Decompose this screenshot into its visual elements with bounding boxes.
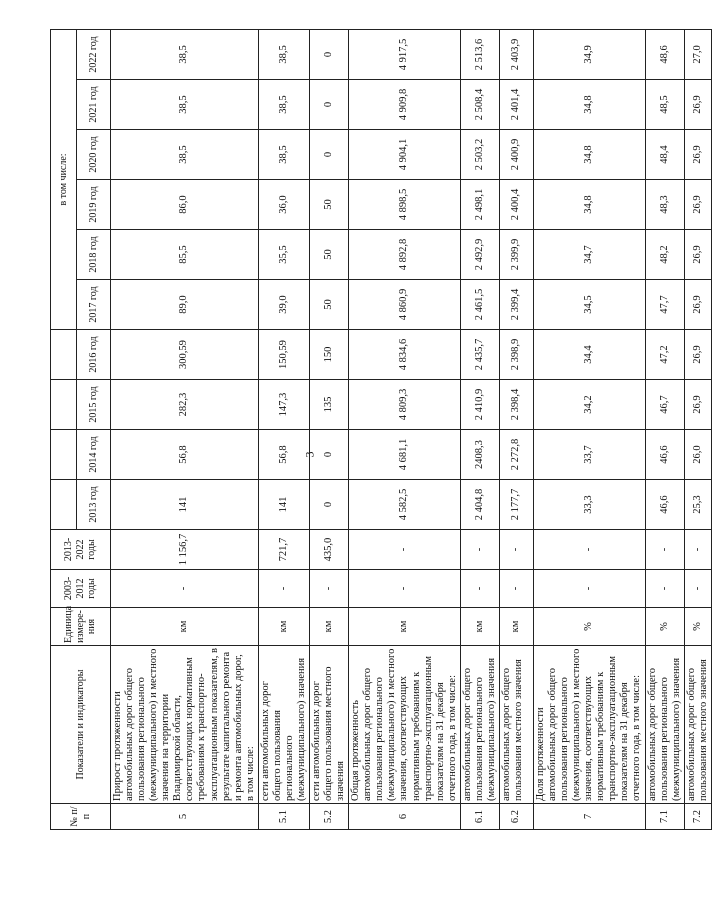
row-number: 6.2 [499, 804, 533, 830]
header-year: 2013 год [77, 480, 111, 530]
year-value-cell: 27,0 [684, 29, 711, 79]
year-value-cell: 86,0 [111, 180, 259, 230]
page-number: 3 [302, 451, 317, 458]
row-number: 7.2 [684, 804, 711, 830]
indicator-cell: Прирост протяженности автомобильных дорог общего пользования регионального (межмуниципального) и местного значения на территории Владимирской области, соответствующих нормативным требованиям к транспортно-эксплуатационным показателям, в результате капитального ремонта и ремонта автомобильных дорог, в том числе: [111, 646, 259, 804]
header-num: № п/п [51, 804, 111, 830]
year-value-cell: 26,9 [684, 280, 711, 330]
year-value-cell: 2 400,4 [499, 180, 533, 230]
period-2003-2012-cell: - [645, 570, 684, 608]
period-2013-2022-cell: 435,0 [310, 530, 349, 570]
header-period-2003-2012: 2003-2012 годы [51, 570, 111, 608]
period-2003-2012-cell: - [460, 570, 499, 608]
year-value-cell: 48,2 [645, 230, 684, 280]
year-value-cell: 150,59 [258, 330, 309, 380]
row-number: 6 [349, 804, 461, 830]
year-value-cell: 26,9 [684, 230, 711, 280]
year-value-cell: 2 508,4 [460, 80, 499, 130]
row-number: 5.2 [310, 804, 349, 830]
year-value-cell: 4 892,8 [349, 230, 461, 280]
unit-cell: км [460, 608, 499, 646]
year-value-cell: 2 513,6 [460, 29, 499, 79]
year-value-cell: 46,7 [645, 380, 684, 430]
year-value-cell: 38,5 [111, 130, 259, 180]
header-row-1 [51, 29, 77, 829]
year-value-cell: 26,9 [684, 330, 711, 380]
row-number: 6.1 [460, 804, 499, 830]
year-value-cell: 26,9 [684, 380, 711, 430]
header-year: 2018 год [77, 230, 111, 280]
unit-cell: км [349, 608, 461, 646]
year-value-cell: 38,5 [111, 29, 259, 79]
period-2013-2022-cell: - [533, 530, 645, 570]
year-value-cell: 2 177,7 [499, 480, 533, 530]
year-value-cell: 150 [310, 330, 349, 380]
year-value-cell: 2 410,9 [460, 380, 499, 430]
year-value-cell: 85,5 [111, 230, 259, 280]
row-number: 7.1 [645, 804, 684, 830]
year-value-cell: 34,2 [533, 380, 645, 430]
year-value-cell: 26,9 [684, 180, 711, 230]
header-year: 2016 год [77, 330, 111, 380]
year-value-cell: 50 [310, 180, 349, 230]
period-2013-2022-cell: - [684, 530, 711, 570]
header-year: 2014 год [77, 430, 111, 480]
period-2003-2012-cell: - [349, 570, 461, 608]
period-2013-2022-cell: - [499, 530, 533, 570]
year-value-cell: 0 [310, 130, 349, 180]
header-year: 2020 год [77, 130, 111, 180]
year-value-cell: 2 272,8 [499, 430, 533, 480]
indicator-cell: сети автомобильных дорог общего пользования регионального (межмуниципального) значения [258, 646, 309, 804]
year-value-cell: 34,8 [533, 180, 645, 230]
year-value-cell: 4 898,5 [349, 180, 461, 230]
year-value-cell: 2 492,9 [460, 230, 499, 280]
indicator-cell: автомобильных дорог общего пользования местного значения [684, 646, 711, 804]
year-value-cell: 34,8 [533, 130, 645, 180]
year-value-cell: 2 399,4 [499, 280, 533, 330]
year-value-cell: 2 398,4 [499, 380, 533, 430]
period-2003-2012-cell: - [499, 570, 533, 608]
unit-cell: км [258, 608, 309, 646]
rotated-table-container [50, 30, 709, 830]
year-value-cell: 33,7 [533, 430, 645, 480]
year-value-cell: 34,8 [533, 80, 645, 130]
period-2013-2022-cell: - [645, 530, 684, 570]
unit-cell: км [499, 608, 533, 646]
header-year: 2015 год [77, 380, 111, 430]
year-value-cell: 2 400,9 [499, 130, 533, 180]
table-row [310, 29, 349, 829]
period-2013-2022-cell: 1 156,7 [111, 530, 259, 570]
year-value-cell: 48,4 [645, 130, 684, 180]
indicator-cell: автомобильных дорог общего пользования регионального (межмуниципального) значения [460, 646, 499, 804]
year-value-cell: 34,5 [533, 280, 645, 330]
year-value-cell: 147,3 [258, 380, 309, 430]
header-unit: Единица измере-ния [51, 608, 111, 646]
year-value-cell: 0 [310, 430, 349, 480]
indicator-cell: автомобильных дорог общего пользования регионального (межмуниципального) значения [645, 646, 684, 804]
year-value-cell: 34,9 [533, 29, 645, 79]
table-row [645, 29, 684, 829]
year-value-cell: 48,3 [645, 180, 684, 230]
year-value-cell: 141 [111, 480, 259, 530]
year-value-cell: 26,9 [684, 80, 711, 130]
year-value-cell: 2 503,2 [460, 130, 499, 180]
year-value-cell: 38,5 [111, 80, 259, 130]
indicator-cell: сети автомобильных дорог общего пользования местного значения [310, 646, 349, 804]
year-value-cell: 26,9 [684, 130, 711, 180]
period-2003-2012-cell: - [533, 570, 645, 608]
header-year: 2021 год [77, 80, 111, 130]
year-value-cell: 33,3 [533, 480, 645, 530]
year-value-cell: 36,0 [258, 180, 309, 230]
year-value-cell: 2408,3 [460, 430, 499, 480]
year-value-cell: 2 401,4 [499, 80, 533, 130]
header-year: 2017 год [77, 280, 111, 330]
table-row [460, 29, 499, 829]
year-value-cell: 2 461,5 [460, 280, 499, 330]
year-value-cell: 50 [310, 280, 349, 330]
table-row [258, 29, 309, 829]
year-value-cell: 35,5 [258, 230, 309, 280]
table-row [499, 29, 533, 829]
table-row [111, 29, 259, 829]
year-value-cell: 0 [310, 480, 349, 530]
year-value-cell: 26,0 [684, 430, 711, 480]
header-indicator: Показатели и индикаторы [51, 646, 111, 804]
year-value-cell: 0 [310, 29, 349, 79]
year-value-cell: 47,7 [645, 280, 684, 330]
table-row [533, 29, 645, 829]
year-value-cell: 34,4 [533, 330, 645, 380]
year-value-cell: 4 834,6 [349, 330, 461, 380]
unit-cell: % [645, 608, 684, 646]
period-2013-2022-cell: - [349, 530, 461, 570]
year-value-cell: 39,0 [258, 280, 309, 330]
year-value-cell: 56,8 [258, 430, 309, 480]
header-year: 2022 год [77, 29, 111, 79]
year-value-cell: 4 909,8 [349, 80, 461, 130]
year-value-cell: 38,5 [258, 130, 309, 180]
year-value-cell: 2 403,9 [499, 29, 533, 79]
row-number: 5.1 [258, 804, 309, 830]
period-2003-2012-cell: - [684, 570, 711, 608]
year-value-cell: 56,8 [111, 430, 259, 480]
year-value-cell: 0 [310, 80, 349, 130]
year-value-cell: 2 404,8 [460, 480, 499, 530]
year-value-cell: 4 681,1 [349, 430, 461, 480]
unit-cell: % [684, 608, 711, 646]
year-value-cell: 47,2 [645, 330, 684, 380]
year-value-cell: 38,5 [258, 80, 309, 130]
year-value-cell: 46,6 [645, 430, 684, 480]
year-value-cell: 38,5 [258, 29, 309, 79]
year-value-cell: 48,6 [645, 29, 684, 79]
year-value-cell: 300,59 [111, 330, 259, 380]
year-value-cell: 2 435,7 [460, 330, 499, 380]
table-body [51, 29, 712, 829]
year-value-cell: 141 [258, 480, 309, 530]
year-value-cell: 34,7 [533, 230, 645, 280]
year-value-cell: 48,5 [645, 80, 684, 130]
year-value-cell: 135 [310, 380, 349, 430]
unit-cell: % [533, 608, 645, 646]
year-value-cell: 4 582,5 [349, 480, 461, 530]
header-year: 2019 год [77, 180, 111, 230]
year-value-cell: 50 [310, 230, 349, 280]
period-2013-2022-cell: 721,7 [258, 530, 309, 570]
indicator-cell: автомобильных дорог общего пользования местного значения [499, 646, 533, 804]
indicator-cell: Общая протяженность автомобильных дорог общего пользования регионального (межмуниципального) и местного значения, соответствующих нормативным требованиям к транспортно-эксплуатационным показателям на 31 декабря отчетного года, в том числе: [349, 646, 461, 804]
year-value-cell: 2 399,9 [499, 230, 533, 280]
year-value-cell: 2 498,1 [460, 180, 499, 230]
header-period-2013-2022: 2013-2022 годы [51, 530, 111, 570]
period-2003-2012-cell: - [310, 570, 349, 608]
table-row [684, 29, 711, 829]
header-incl: в том числе: [51, 29, 77, 329]
row-number: 5 [111, 804, 259, 830]
indicator-cell: Доля протяженности автомобильных дорог общего пользования регионального (межмуниципального) и местного значения, соответствующих нормативным требованиям к транспортно-эксплуатационным показателям на 31 декабря отчетного года, в том числе: [533, 646, 645, 804]
period-2003-2012-cell: - [258, 570, 309, 608]
table-row [349, 29, 461, 829]
unit-cell: км [310, 608, 349, 646]
indicators-table [50, 29, 712, 830]
year-value-cell: 25,3 [684, 480, 711, 530]
unit-cell: км [111, 608, 259, 646]
year-value-cell: 4 809,3 [349, 380, 461, 430]
year-value-cell: 2 398,9 [499, 330, 533, 380]
year-value-cell: 46,6 [645, 480, 684, 530]
period-2003-2012-cell: - [111, 570, 259, 608]
year-value-cell: 89,0 [111, 280, 259, 330]
row-number: 7 [533, 804, 645, 830]
year-value-cell: 4 917,5 [349, 29, 461, 79]
period-2013-2022-cell: - [460, 530, 499, 570]
year-value-cell: 4 860,9 [349, 280, 461, 330]
year-value-cell: 4 904,1 [349, 130, 461, 180]
year-value-cell: 282,3 [111, 380, 259, 430]
